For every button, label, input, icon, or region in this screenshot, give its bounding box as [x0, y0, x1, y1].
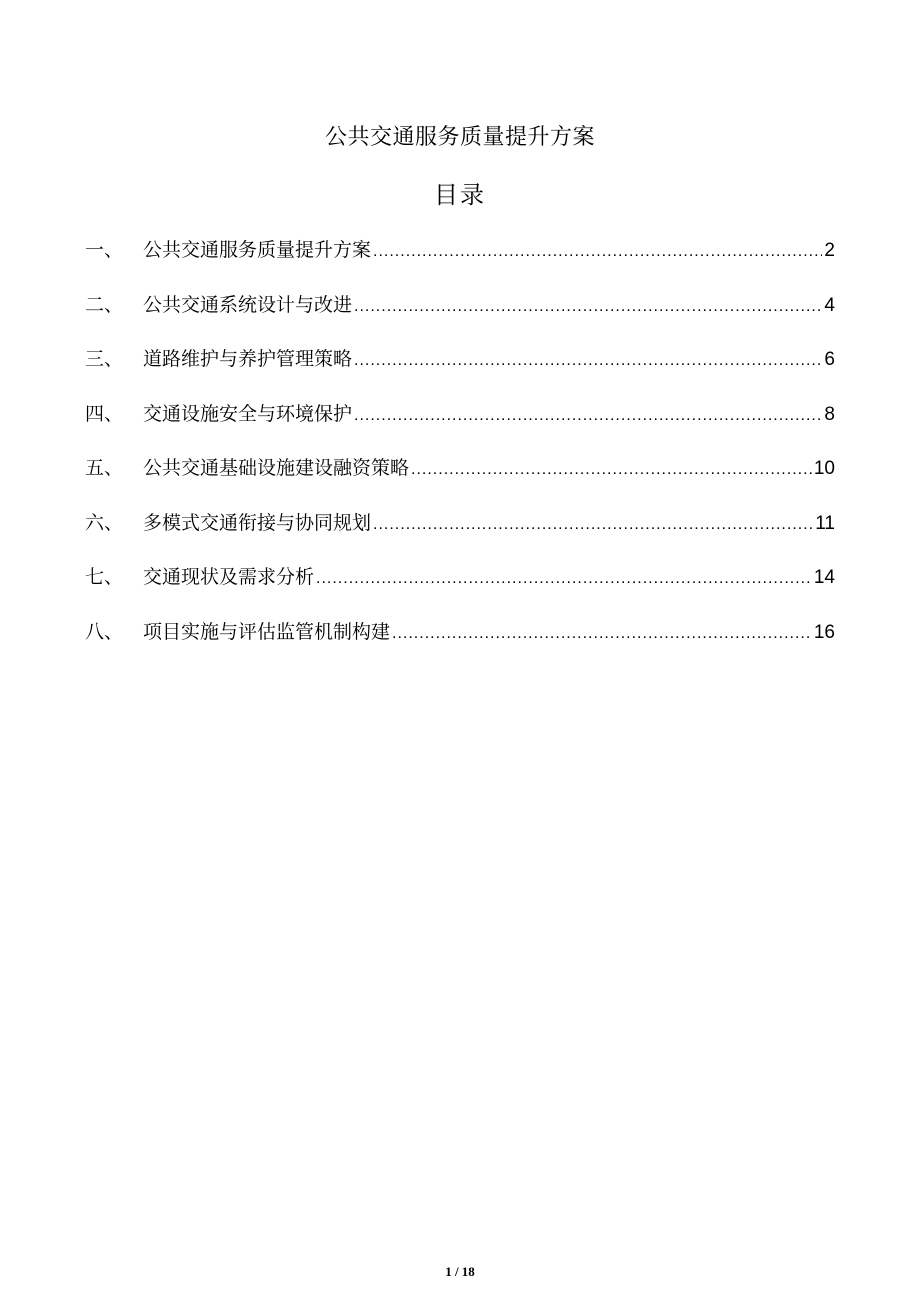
toc-entry-label: 道路维护与养护管理策略 [143, 348, 353, 370]
toc-entry-label: 公共交通系统设计与改进 [143, 293, 353, 316]
toc-entry[interactable] [85, 450, 835, 505]
toc-entry-label: 公共交通服务质量提升方案 [143, 239, 372, 261]
table-of-contents [85, 232, 835, 668]
toc-dot-leader [316, 561, 812, 597]
toc-entry-page: 16 [813, 621, 835, 643]
toc-dot-leader [354, 343, 822, 379]
toc-dot-leader [354, 289, 822, 325]
toc-entry[interactable] [85, 232, 835, 287]
toc-entry[interactable] [85, 341, 835, 396]
toc-entry-label: 交通设施安全与环境保护 [143, 402, 353, 425]
toc-entry-number: 七、 [85, 566, 124, 588]
page-number-footer: 1 / 18 [445, 1264, 475, 1279]
toc-dot-leader [373, 234, 822, 270]
toc-entry-number: 六、 [85, 511, 124, 534]
toc-entry[interactable] [85, 505, 835, 560]
toc-entry-page: 4 [824, 294, 835, 316]
toc-entry[interactable] [85, 614, 835, 669]
toc-entry-label: 交通现状及需求分析 [143, 566, 315, 588]
toc-entry-label: 多模式交通衔接与协同规划 [143, 511, 372, 534]
toc-dot-leader [392, 616, 812, 652]
toc-entry-page: 10 [813, 458, 835, 479]
toc-dot-leader [373, 507, 813, 543]
toc-entry-number: 三、 [85, 348, 124, 370]
document-title: 公共交通服务质量提升方案 [324, 125, 595, 150]
toc-entry-number: 八、 [85, 620, 124, 643]
toc-entry[interactable] [85, 559, 835, 614]
toc-heading: 目录 [434, 181, 486, 209]
toc-entry-label: 公共交通基础设施建设融资策略 [143, 457, 410, 479]
toc-entry-page: 2 [824, 240, 835, 261]
toc-dot-leader [411, 452, 812, 488]
toc-entry-number: 二、 [85, 293, 124, 316]
toc-entry-page: 11 [815, 512, 835, 534]
toc-entry-label: 项目实施与评估监管机制构建 [143, 620, 391, 643]
toc-dot-leader [354, 398, 822, 434]
toc-entry-page: 6 [824, 349, 835, 370]
toc-entry-number: 一、 [85, 239, 124, 261]
toc-entry[interactable] [85, 396, 835, 451]
toc-entry[interactable] [85, 287, 835, 342]
toc-entry-page: 14 [813, 567, 835, 588]
toc-entry-number: 四、 [85, 402, 124, 425]
toc-entry-number: 五、 [85, 457, 124, 479]
toc-entry-page: 8 [824, 403, 835, 425]
